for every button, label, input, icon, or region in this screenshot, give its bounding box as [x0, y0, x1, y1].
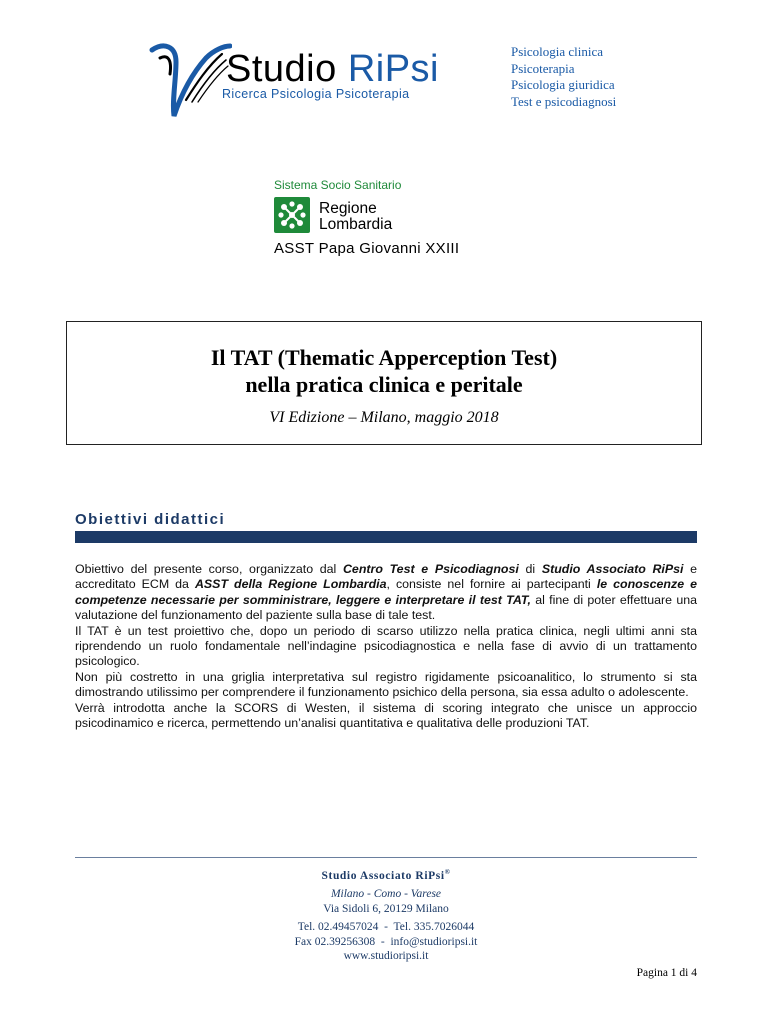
studio-ripsi-logo — [146, 40, 506, 120]
paragraph-tat-intro: Il TAT è un test proiettivo che, dopo un periodo di scarso utilizzo nella pratica clinica, negli ultimi anni sta riprendendo un ruolo fondamentale nell’indagine psicodiagnostica e nella fase di avvio di un trattamento psicologico. — [75, 623, 697, 669]
swoosh-logo-icon — [146, 40, 232, 118]
system-label: Sistema Socio Sanitario — [274, 178, 402, 192]
rose-camuna-icon — [274, 197, 310, 233]
footer-tel: Tel. 02.49457024 - Tel. 335.7026044 — [297, 921, 475, 934]
logo-name-studio: Studio — [226, 48, 348, 90]
paragraph-interpretation: Non più costretto in una griglia interpretativa sul registro rigidamente psicoanalitico, lo strumento si sta dimostrando utilissimo per comprendere il funzionamento psichico della persona, sia essa adulto o adolescente. — [75, 669, 697, 700]
lombardia-rose-icon — [274, 197, 310, 233]
emphasis-studio-associato: Studio Associato RiPsi — [541, 562, 684, 576]
footer-website: www.studioripsi.it — [343, 950, 429, 963]
logo-tagline: Ricerca Psicologia Psicoterapia — [222, 87, 410, 101]
document-title-line1: Il TAT (Thematic Apperception Test) — [210, 345, 558, 370]
document-title-line2: nella pratica clinica e peritale — [245, 372, 523, 397]
service-item: Psicologia giuridica — [511, 77, 615, 93]
region-name — [319, 201, 392, 233]
footer-fax-email: Fax 02.39256308 - info@studioripsi.it — [294, 935, 478, 948]
footer-firm — [75, 865, 697, 883]
services-list — [511, 44, 616, 110]
footer — [75, 865, 697, 964]
section-divider-bar — [75, 531, 697, 543]
page-number: Pagina 1 di 4 — [636, 967, 697, 979]
footer-cities: Milano - Como - Varese — [330, 888, 442, 901]
title-box — [66, 321, 702, 445]
footer-address: Via Sidoli 6, 20129 Milano — [323, 902, 449, 915]
text-run: Obiettivo del presente corso, organizzato dal — [75, 562, 343, 576]
firm-name: Studio Associato RiPsi — [321, 869, 445, 882]
footer-divider — [75, 857, 697, 858]
logo-name-ripsi: RiPsi — [347, 48, 439, 90]
service-item: Psicoterapia — [511, 60, 575, 76]
region-name-line2: Lombardia — [319, 216, 393, 233]
service-item: Psicologia clinica — [511, 44, 604, 59]
text-run: , consiste nel fornire ai partecipanti — [386, 577, 597, 592]
edition-subtitle: VI Edizione – Milano, maggio 2018 — [269, 409, 499, 426]
paragraph-scors: Verrà introdotta anche la SCORS di Westen, il sistema di scoring integrato che unisce un approccio psicodinamico e ricerca, permettendo un’analisi quantitativa e qualitativa delle produzioni TAT. — [75, 700, 697, 731]
registered-mark: ® — [444, 868, 451, 876]
logo-wordmark — [226, 50, 439, 88]
section-body — [75, 562, 697, 731]
region-name-line1: Regione — [319, 200, 377, 217]
emphasis-asst: ASST della Regione Lombardia — [194, 577, 387, 592]
text-run: al fine di poter effettuare una valutazione del funzionamento del paziente sulla base di tale test. — [75, 592, 697, 623]
hospital-name: ASST Papa Giovanni XXIII — [274, 240, 460, 257]
regione-lombardia-logo — [273, 178, 513, 262]
emphasis-centro-test: Centro Test e Psicodiagnosi — [342, 562, 519, 576]
paragraph-objective — [75, 562, 697, 624]
section-heading: Obiettivi didattici — [75, 511, 226, 528]
text-run: e accreditato ECM da — [75, 562, 697, 592]
emphasis-competences: le conoscenze e competenze necessarie per somministrare, leggere e interpretare il test TAT, — [75, 577, 697, 607]
service-item: Test e psicodiagnosi — [511, 93, 617, 109]
text-run: di — [518, 562, 542, 576]
